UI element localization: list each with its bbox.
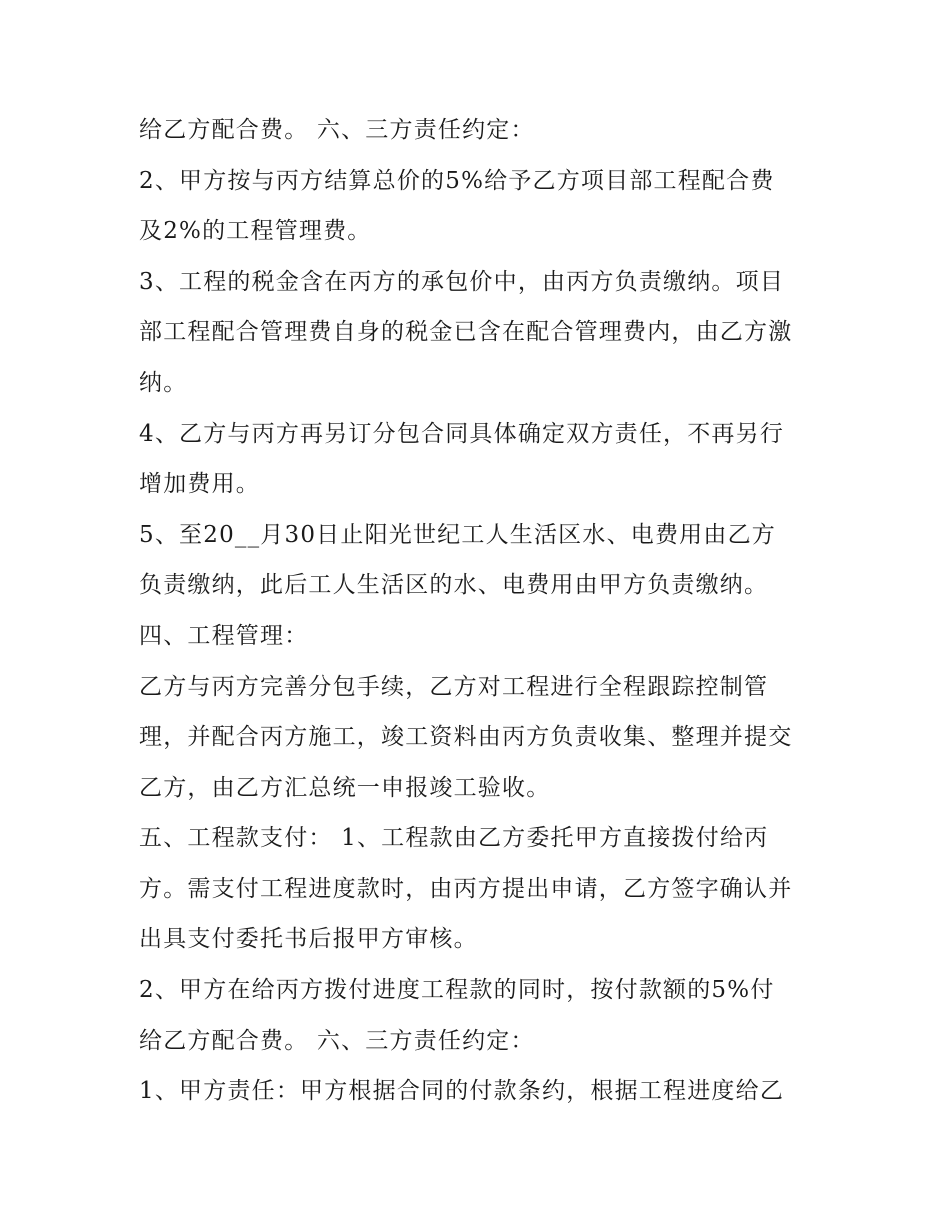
text-line: 给乙方配合费。 六、三方责任约定： bbox=[139, 1028, 535, 1054]
text-line: 2、甲方在给丙方拨付进度工程款的同时，按付款额的5%付 bbox=[139, 977, 775, 1003]
text-line: 出具支付委托书后报甲方审核。 bbox=[139, 926, 478, 952]
text-line: 纳。 bbox=[139, 370, 188, 396]
section-heading: 四、工程管理： bbox=[139, 623, 309, 649]
text-line: 5、至20__月30日止阳光世纪工人生活区水、电费用由乙方 bbox=[139, 522, 776, 548]
text-line: 负责缴纳，此后工人生活区的水、电费用由甲方负责缴纳。 bbox=[139, 572, 769, 598]
text-line: 2、甲方按与丙方结算总价的5%给予乙方项目部工程配合费 bbox=[139, 168, 775, 194]
text-line: 乙方，由乙方汇总统一申报竣工验收。 bbox=[139, 775, 551, 801]
text-line: 1、甲方责任：甲方根据合同的付款条约，根据工程进度给乙 bbox=[139, 1078, 785, 1104]
text-line: 部工程配合管理费自身的税金已含在配合管理费内，由乙方激 bbox=[139, 319, 793, 345]
text-line: 3、工程的税金含在丙方的承包价中，由丙方负责缴纳。项目 bbox=[139, 269, 785, 295]
text-line: 乙方与丙方完善分包手续，乙方对工程进行全程跟踪控制管 bbox=[139, 674, 769, 700]
text-line: 方。需支付工程进度款时，由丙方提出申请，乙方签字确认并 bbox=[139, 876, 793, 902]
text-line: 给乙方配合费。 六、三方责任约定： bbox=[139, 117, 535, 143]
text-line: 五、工程款支付： 1、工程款由乙方委托甲方直接拨付给丙 bbox=[139, 825, 769, 851]
text-line: 及2%的工程管理费。 bbox=[139, 218, 372, 244]
text-line: 4、乙方与丙方再另订分包合同具体确定双方责任，不再另行 bbox=[139, 421, 785, 447]
text-line: 增加费用。 bbox=[139, 471, 260, 497]
text-line: 理，并配合丙方施工，竣工资料由丙方负责收集、整理并提交 bbox=[139, 724, 793, 750]
